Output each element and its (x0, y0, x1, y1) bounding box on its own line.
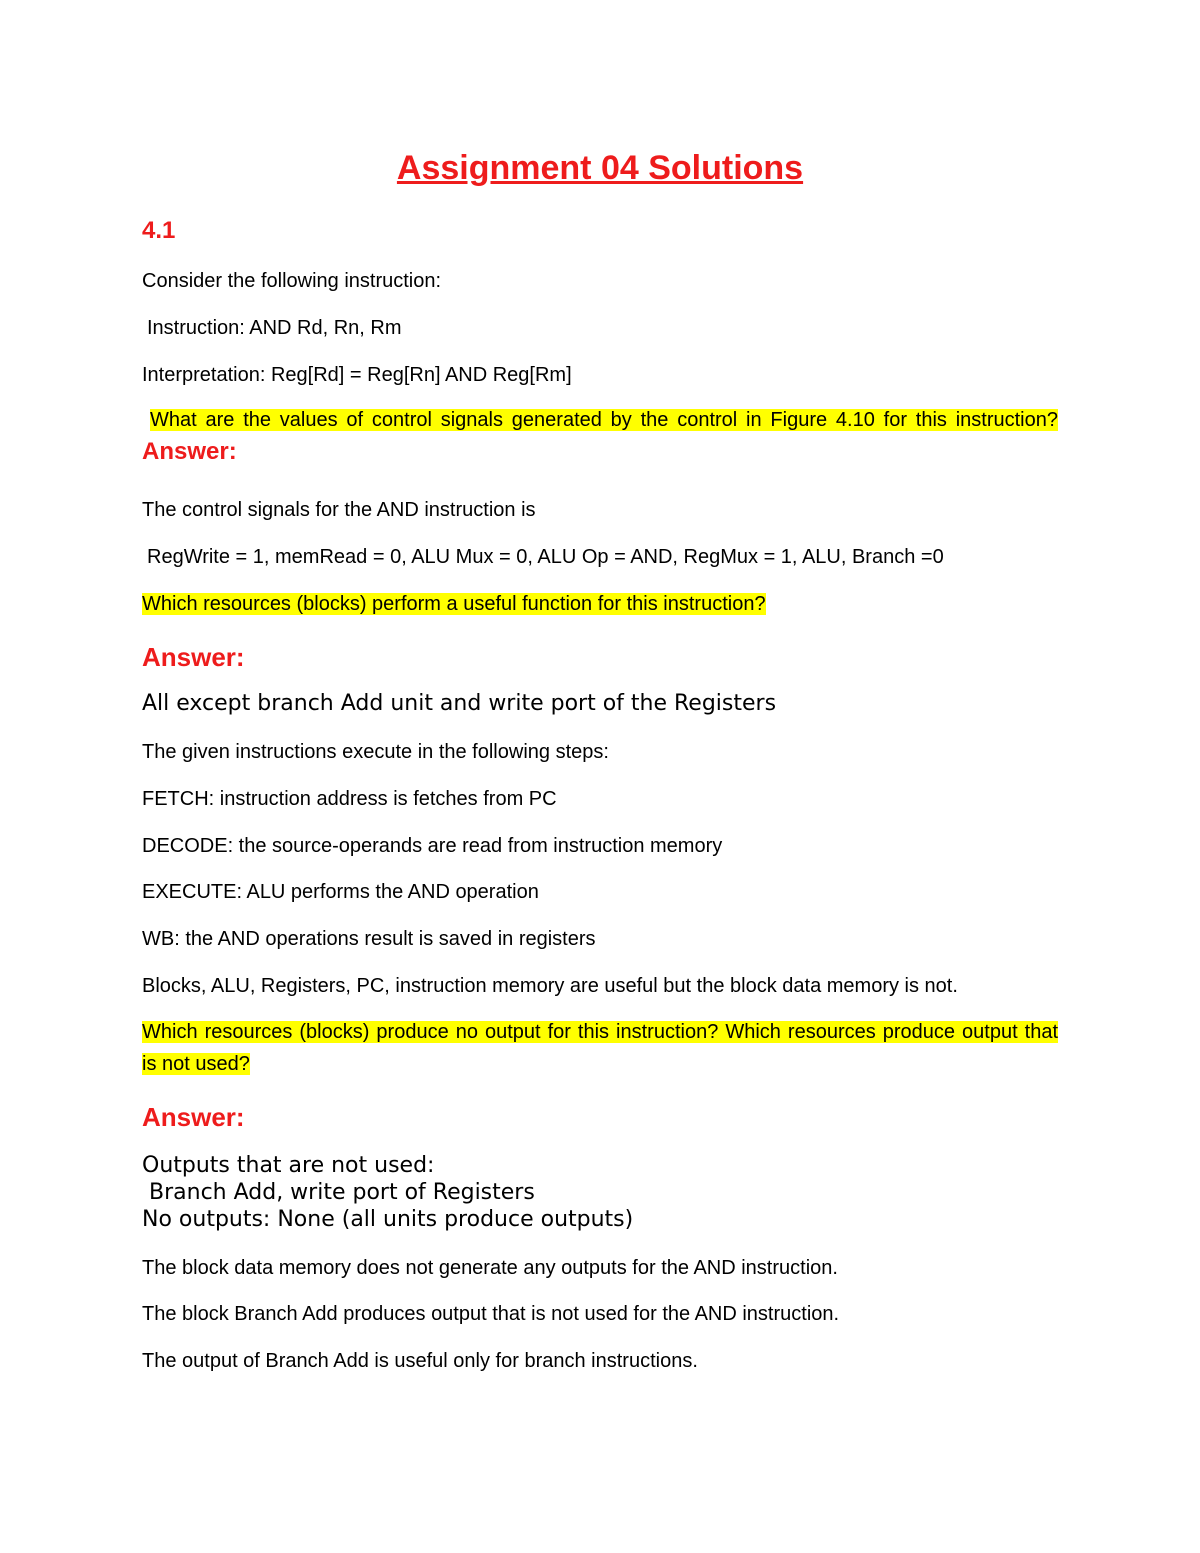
question-1 (142, 404, 1058, 469)
section-number: 4.1 (142, 217, 176, 244)
step-fetch: FETCH: instruction address is fetches from PC (142, 788, 557, 810)
answer-3-paragraph-3: The output of Branch Add is useful only for branch instructions. (142, 1350, 698, 1372)
answer-3-label: Answer: (142, 1102, 245, 1132)
question-1-text: What are the values of control signals generated by the control in Figure 4.10 for this instruction? (150, 409, 1058, 431)
answer-2-steps-intro: The given instructions execute in the following steps: (142, 741, 609, 763)
answer-1-signals: RegWrite = 1, memRead = 0, ALU Mux = 0, ALU Op = AND, RegMux = 1, ALU, Branch =0 (147, 546, 944, 568)
answer-3-line-3: No outputs: None (all units produce outputs) (142, 1207, 634, 1232)
page-title: Assignment 04 Solutions (396, 149, 804, 187)
answer-3-line-2: Branch Add, write port of Registers (149, 1180, 535, 1205)
step-wb: WB: the AND operations result is saved in registers (142, 928, 596, 950)
step-decode: DECODE: the source-operands are read from instruction memory (142, 835, 723, 857)
answer-1-intro: The control signals for the AND instruction is (142, 499, 536, 521)
answer-2-label: Answer: (142, 642, 245, 672)
intro-text: Consider the following instruction: (142, 270, 442, 292)
answer-3-line-1: Outputs that are not used: (142, 1153, 435, 1178)
question-3 (142, 1016, 1058, 1080)
interpretation-text: Interpretation: Reg[Rd] = Reg[Rn] AND Reg[Rm] (142, 364, 572, 386)
question-2-text: Which resources (blocks) perform a useful function for this instruction? (142, 593, 766, 615)
answer-1-label: Answer: (142, 438, 237, 465)
answer-3-paragraph-2: The block Branch Add produces output that is not used for the AND instruction. (142, 1303, 840, 1325)
answer-3-paragraph-1: The block data memory does not generate any outputs for the AND instruction. (142, 1257, 838, 1279)
step-execute: EXECUTE: ALU performs the AND operation (142, 881, 539, 903)
question-3-text: Which resources (blocks) produce no output for this instruction? Which resources produce output that is not used? (142, 1021, 1058, 1075)
instruction-text: Instruction: AND Rd, Rn, Rm (147, 317, 402, 339)
answer-2-blocks: Blocks, ALU, Registers, PC, instruction memory are useful but the block data memory is not. (142, 975, 958, 997)
answer-2-main: All except branch Add unit and write port of the Registers (142, 691, 777, 716)
